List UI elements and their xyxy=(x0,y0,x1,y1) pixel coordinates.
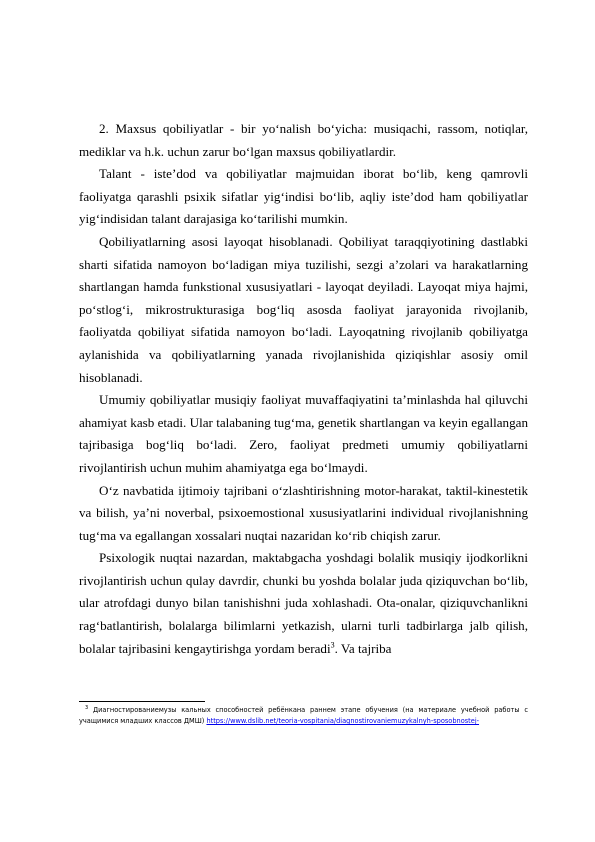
footnote xyxy=(79,705,528,727)
paragraph-talent: Talant - iste’dod va qobiliyatlar majmuidan iborat bo‘lib, keng qamrovli faoliyatga qarashli psixik sifatlar yig‘indisi bo‘lib, aqliy iste’dod ham qobiliyatlar yig‘indisidan talant darajasiga ko‘tarilishi mumkin. xyxy=(79,166,528,227)
paragraph-aptitude: Qobiliyatlarning asosi layoqat hisoblanadi. Qobiliyat taraqqiyotining dastlabki sharti sifatida namoyon bo‘ladigan miya tuzilishi, sezgi a’zolari va harakatlarning shartlangan hamda funkstional xususiyatlari - layoqat deyiladi. Layoqat miya hajmi, po‘stlog‘i, mikrostrukturasiga bog‘liq asosda faoliyat jarayonida rivojlanib, faoliyatda qobiliyat sifatida namoyon bo‘ladi. Layoqatning rivojlanib qobiliyatga aylanishida va qobiliyatlarning yanada rivojlanishida qiziqishlar asosiy omil hisoblanadi. xyxy=(79,233,528,385)
footnote-number: 3 xyxy=(85,704,89,711)
paragraph-social-experience: O‘z navbatida ijtimoiy tajribani o‘zlashtirishning motor-harakat, taktil-kinestetik va bilish, ya’ni noverbal, psixoemostional xususiyatlarini individual rivojlanishning tug‘ma va egallangan xossalari nuqtai nazaridan ko‘rib chiqish zarur. xyxy=(79,482,528,543)
paragraph-preschool-tail: . Va tajriba xyxy=(334,640,392,656)
footnote-reference[interactable]: 3 xyxy=(330,640,335,650)
footnote-link[interactable]: https://www.dslib.net/teoria-vospitania/diagnostirovaniemuzykalnyh-sposobnostej- xyxy=(206,717,480,725)
footnote-divider xyxy=(79,701,205,702)
paragraph-special-abilities: 2. Maxsus qobiliyatlar - bir yo‘nalish bo‘yicha: musiqachi, rassom, notiqlar, mediklar va h.k. uchun zarur bo‘lgan maxsus qobiliyatlardir. xyxy=(79,121,528,159)
paragraph-general-abilities: Umumiy qobiliyatlar musiqiy faoliyat muvaffaqiyatini ta’minlashda hal qiluvchi ahamiyat kasb etadi. Ular talabaning tug‘ma, genetik shartlangan va keyin egallangan tajribasiga bog‘liq bo‘ladi. Zero, faoliyat predmeti umumiy qobiliyatlarni rivojlantirish uchun muhim ahamiyatga ega bo‘lmaydi. xyxy=(79,392,528,475)
body-text xyxy=(79,118,528,660)
paragraph-preschool-text: Psixologik nuqtai nazardan, maktabgacha yoshdagi bolalik musiqiy ijodkorlikni rivojlantirish uchun qulay davrdir, chunki bu yoshda bolalar juda qiziquvchan bo‘lib, ular atrofdagi dunyo bilan tanishishni juda xohlashadi. Ota-onalar, qiziquvchanlikni rag‘batlantirish, bolalarga bilimlarni yetkazish, ularni turli tadbirlarga jalb qilish, bolalar tajribasini kengaytirishga yordam beradi xyxy=(79,550,528,656)
footnote-text: Диагностированиемузы кальных способностей ребёнкана раннем этапе обучения (на материале учебной работы с учащимися младших классов ДМШ) xyxy=(79,706,528,725)
paragraph-preschool-creativity xyxy=(79,547,528,660)
